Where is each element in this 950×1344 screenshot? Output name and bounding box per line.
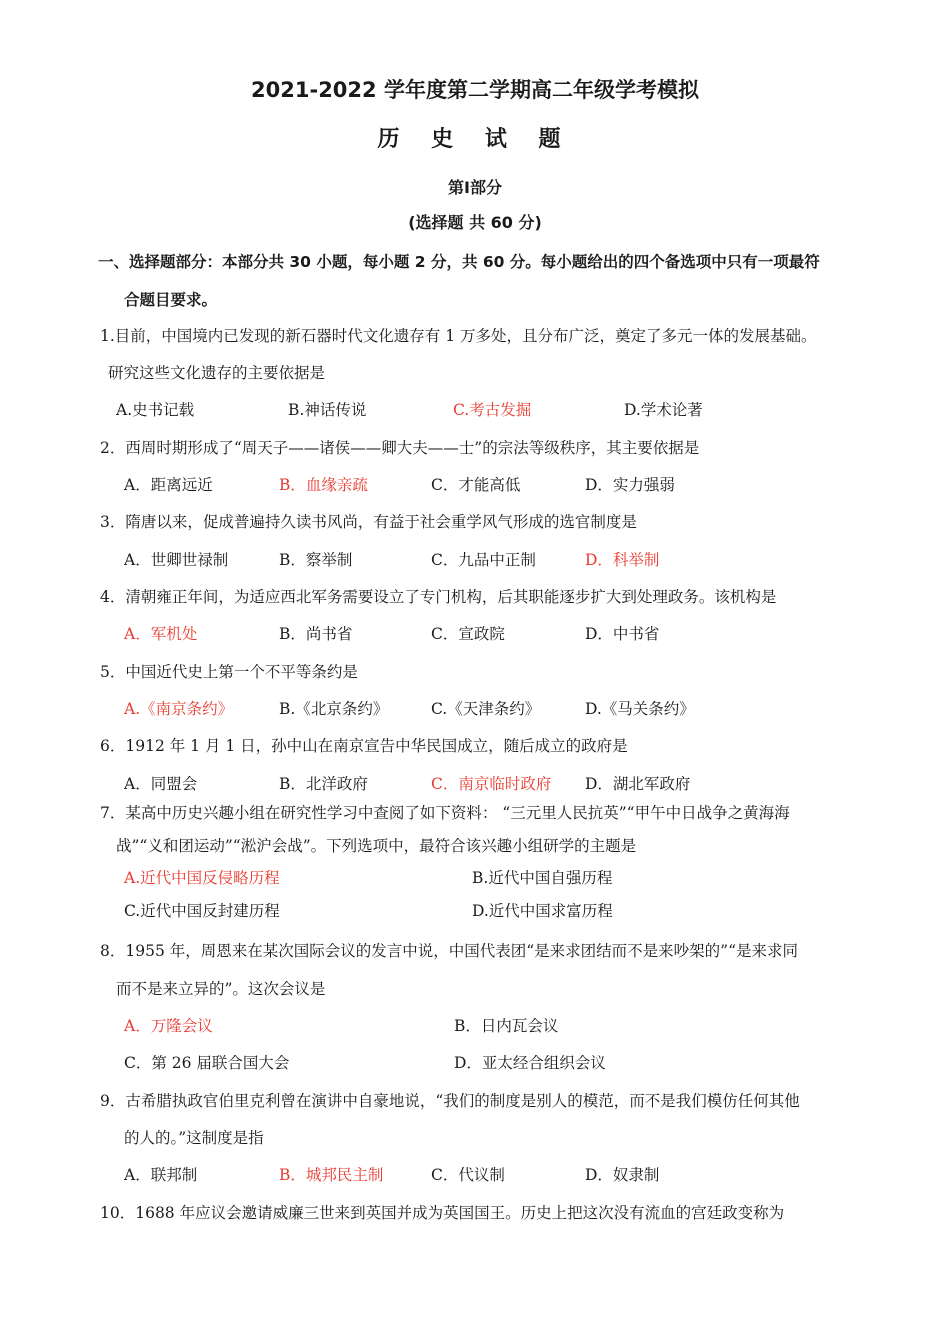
question-8-option-a-answer: A．万隆会议 [124,1017,213,1035]
question-8-option-d: D．亚太经合组织会议 [454,1054,606,1072]
question-5-option-c: C.《天津条约》 [431,700,541,718]
question-9-stem-cont: 的人的。”这制度是指 [124,1129,264,1147]
question-9-option-d: D．奴隶制 [585,1166,660,1184]
part-note: (选择题 共 60 分) [408,213,542,232]
question-9-stem: 9．古希腊执政官伯里克利曾在演讲中自豪地说，“我们的制度是别人的模范，而不是我们模仿任何其他 [100,1092,800,1110]
question-2-option-d: D．实力强弱 [585,476,675,494]
question-6-option-b: B．北洋政府 [279,775,368,793]
question-8-option-b: B．日内瓦会议 [454,1017,559,1035]
question-8-option-c: C．第 26 届联合国大会 [124,1054,290,1072]
question-3-option-c: C．九品中正制 [431,551,536,569]
question-6-option-c-answer: C．南京临时政府 [431,775,552,793]
section-instruction: 一、选择题部分：本部分共 30 小题，每小题 2 分，共 60 分。每小题给出的四个备选项中只有一项最符 [98,253,820,271]
question-8-stem: 8．1955 年，周恩来在某次国际会议的发言中说，中国代表团“是来求团结而不是来吵架的”“是来求同 [100,942,799,960]
question-9-option-b-answer: B．城邦民主制 [279,1166,384,1184]
question-3-stem: 3．隋唐以来，促成普遍持久读书风尚，有益于社会重学风气形成的选官制度是 [100,513,637,531]
question-7-option-a-answer: A.近代中国反侵略历程 [124,869,280,887]
question-3-option-d-answer: D．科举制 [585,551,660,569]
question-6-option-a: A．同盟会 [124,775,198,793]
question-9-option-c: C．代议制 [431,1166,505,1184]
question-5-option-b: B.《北京条约》 [279,700,389,718]
subject-title: 历 史 试 题 [377,127,573,152]
question-4-option-d: D．中书省 [585,625,660,643]
question-2-option-c: C．才能高低 [431,476,521,494]
question-5-stem: 5．中国近代史上第一个不平等条约是 [100,663,358,681]
question-4-option-c: C．宣政院 [431,625,505,643]
question-7-stem-cont: 战”“义和团运动”“淞沪会战”。下列选项中，最符合该兴趣小组研学的主题是 [116,837,637,855]
part-heading: 第Ⅰ部分 [448,178,502,197]
section-instruction-cont: 合题目要求。 [124,291,218,309]
question-7-option-c: C.近代中国反封建历程 [124,902,280,920]
question-4-option-b: B．尚书省 [279,625,353,643]
question-1-option-b: B.神话传说 [288,401,367,419]
question-1-option-d: D.学术论著 [624,401,703,419]
question-1-option-c-answer: C.考古发掘 [453,401,532,419]
question-5-option-d: D.《马关条约》 [585,700,695,718]
question-3-option-a: A．世卿世禄制 [124,551,229,569]
question-3-option-b: B．察举制 [279,551,353,569]
question-7-option-d: D.近代中国求富历程 [472,902,613,920]
question-6-option-d: D．湖北军政府 [585,775,691,793]
question-1-stem: 1.目前，中国境内已发现的新石器时代文化遗存有 1 万多处，且分布广泛，奠定了多元一体的发展基础。 [100,327,817,345]
question-5-option-a-answer: A.《南京条约》 [124,700,234,718]
question-7-option-b: B.近代中国自强历程 [472,869,613,887]
question-2-option-b-answer: B．血缘亲疏 [279,476,368,494]
question-9-option-a: A．联邦制 [124,1166,198,1184]
question-1-option-a: A.史书记载 [116,401,195,419]
question-2-option-a: A．距离远近 [124,476,213,494]
exam-title: 2021-2022 学年度第二学期高二年级学考模拟 [251,78,699,102]
question-8-stem-cont: 而不是来立异的”。这次会议是 [116,980,326,998]
question-7-stem: 7．某高中历史兴趣小组在研究性学习中查阅了如下资料： “三元里人民抗英”“甲午中日战争之黄海海 [100,804,790,822]
question-6-stem: 6．1912 年 1 月 1 日，孙中山在南京宣告中华民国成立，随后成立的政府是 [100,737,628,755]
question-1-stem-cont: 研究这些文化遗存的主要依据是 [108,364,326,382]
question-4-stem: 4．清朝雍正年间，为适应西北军务需要设立了专门机构，后其职能逐步扩大到处理政务。该机构是 [100,588,777,606]
question-4-option-a-answer: A．军机处 [124,625,198,643]
question-10-stem: 10．1688 年应议会邀请威廉三世来到英国并成为英国国王。历史上把这次没有流血的宫廷政变称为 [100,1204,785,1222]
question-2-stem: 2．西周时期形成了“周天子——诸侯——卿大夫——士”的宗法等级秩序，其主要依据是 [100,439,700,457]
